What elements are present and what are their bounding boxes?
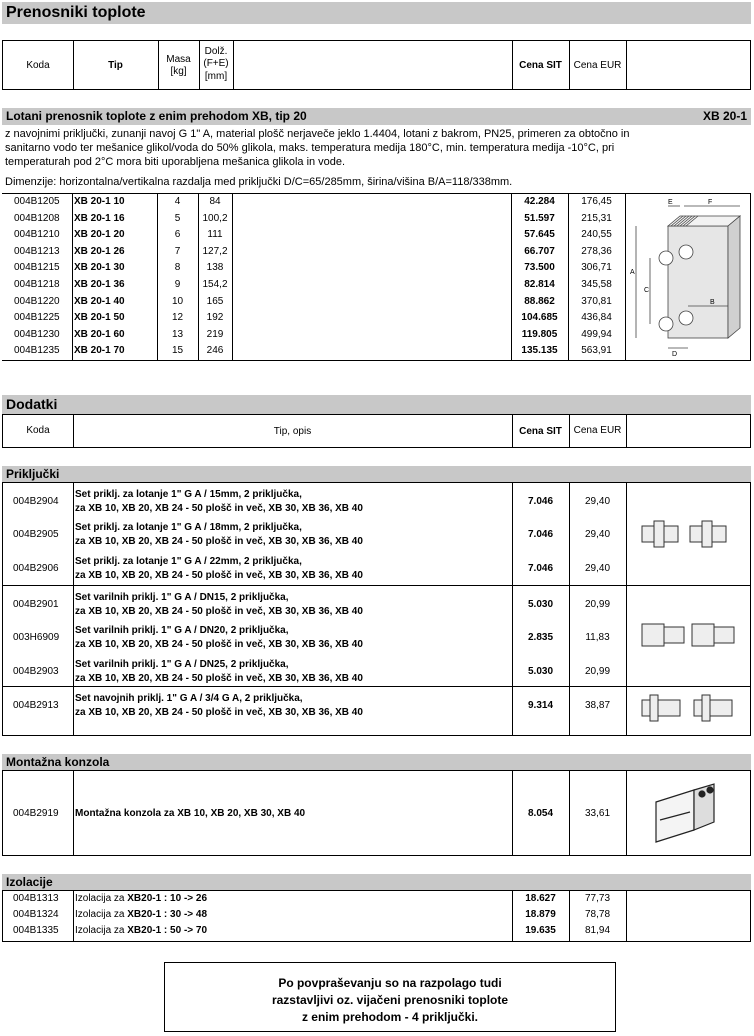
prikljucek-koda: 004B2913: [13, 700, 59, 711]
page-title: Prenosniki toplote: [6, 4, 146, 21]
prikljucki-table: [2, 482, 751, 736]
diagram-letter-d: D: [672, 351, 678, 358]
dodatki-header-cena-eur: Cena EUR: [573, 425, 622, 436]
prikljucek-koda: 004B2906: [13, 563, 59, 574]
xb20-row-dolz: 219: [206, 328, 224, 340]
prikljucek-cena-eur: 20,99: [584, 599, 611, 610]
izolacija-opis-pre: Izolacija za: [75, 925, 128, 936]
xb20-row-tip: XB 20-1 40: [74, 295, 125, 307]
prikljucek-opis-2: za XB 10, XB 20, XB 24 - 50 plošč in več, XB 30, XB 36, XB 40: [75, 707, 363, 718]
dodatki-header-koda: Koda: [26, 425, 50, 436]
konzola-opis: Montažna konzola za XB 10, XB 20, XB 30, XB 40: [75, 808, 306, 819]
xb20-row-cena-eur: 240,55: [581, 229, 612, 241]
konzola-cena-sit: 8.054: [527, 808, 554, 819]
izolacija-opis-range: XB20-1 : 30 -> 48: [127, 909, 208, 920]
konzola-koda: 004B2919: [13, 808, 59, 819]
izolacija-cena-sit: 19.635: [525, 925, 556, 936]
prikljucek-koda: 004B2905: [13, 529, 59, 540]
xb20-row-koda: 004B1218: [14, 279, 60, 290]
page-title-bar: [2, 2, 751, 24]
xb20-row-masa: 6: [174, 229, 181, 241]
xb20-row-cena-eur: 563,91: [581, 345, 612, 357]
xb20-row-tip: XB 20-1 16: [74, 212, 125, 224]
xb20-row-masa: 10: [171, 295, 184, 307]
section-xb20-desc-4: Dimenzije: horizontalna/vertikalna razdalja med priključki D/C=65/285mm, širina/višina B/A=118/338mm.: [5, 176, 513, 188]
izolacija-opis: [75, 893, 207, 905]
xb20-row-masa: 9: [174, 279, 181, 290]
prikljucek-cena-eur: 38,87: [584, 700, 611, 711]
xb20-row-tip: XB 20-1 10: [74, 196, 125, 207]
header-tip: Tip: [108, 60, 123, 71]
konzola-title: Montažna konzola: [6, 755, 110, 769]
diagram-letter-b: B: [710, 299, 715, 306]
prikljucek-koda: 003H6909: [13, 632, 60, 643]
xb20-row-cena-sit: 82.814: [524, 279, 555, 290]
prikljucek-cena-sit: 5.030: [527, 599, 554, 610]
header-masa: Masa: [166, 54, 191, 65]
prikljucek-cena-eur: 29,40: [584, 563, 611, 574]
note-line-3: z enim prehodom - 4 priključki.: [301, 1010, 479, 1024]
xb20-row-cena-eur: 370,81: [581, 295, 612, 307]
prikljucek-cena-eur: 11,83: [585, 632, 610, 643]
soldering-fitting-image: [640, 516, 740, 552]
xb20-row-dolz: 111: [207, 229, 223, 241]
note-box: [164, 962, 616, 1032]
dodatki-header-tip: Tip, opis: [273, 426, 312, 437]
diagram-letter-f: F: [708, 199, 713, 206]
section-xb20-desc-2: sanitarno vodo ter mešanice glikol/voda do 50% glikola, maks. temperatura medija 180°C, min. temperatura medija -10°C, pri: [5, 142, 615, 154]
xb20-row-koda: 004B1208: [14, 212, 60, 224]
izolacija-opis: [75, 909, 207, 921]
izolacija-opis: [75, 925, 207, 937]
prikljucek-opis-2: za XB 10, XB 20, XB 24 - 50 plošč in več, XB 30, XB 36, XB 40: [75, 673, 363, 684]
section-xb20-desc-1: z navojnimi priključki, zunanji navoj G 1" A, material plošč nerjaveče jeklo 1.4404, lotani z bakrom, PN25, primeren za obtočno in: [5, 128, 630, 140]
prikljucek-opis-2: za XB 10, XB 20, XB 24 - 50 plošč in več, XB 30, XB 36, XB 40: [75, 536, 363, 547]
xb20-row-masa: 15: [171, 345, 184, 357]
xb20-row-masa: 4: [174, 196, 181, 207]
header-dolz-fe: (F+E): [203, 58, 229, 69]
izolacija-opis-pre: Izolacija za: [75, 893, 128, 904]
prikljucek-opis-2: za XB 10, XB 20, XB 24 - 50 plošč in več, XB 30, XB 36, XB 40: [75, 639, 363, 650]
xb20-row-masa: 5: [174, 212, 181, 224]
xb20-row-koda: 004B1235: [14, 345, 60, 357]
izolacija-koda: 004B1335: [13, 925, 59, 936]
prikljucek-koda: 004B2904: [13, 496, 59, 507]
xb20-row-dolz: 84: [209, 196, 221, 207]
prikljucek-opis-1: Set navojnih priklj. 1" G A / 3/4 G A, 2 priključka,: [75, 693, 303, 704]
prikljucek-cena-sit: 7.046: [527, 496, 554, 507]
diagram-letter-a: A: [630, 269, 635, 276]
xb20-row-cena-eur: 278,36: [581, 245, 612, 257]
xb20-row-tip: XB 20-1 50: [74, 312, 125, 324]
konzola-cena-eur: 33,61: [584, 808, 611, 819]
xb20-row-masa: 13: [171, 328, 184, 340]
xb20-row-koda: 004B1230: [14, 328, 60, 340]
izolacije-title: Izolacije: [6, 875, 53, 889]
xb20-row-tip: XB 20-1 60: [74, 328, 125, 340]
prikljucek-cena-sit: 5.030: [527, 666, 554, 677]
prikljucek-opis-1: Set varilnih priklj. 1" G A / DN20, 2 priključka,: [75, 625, 289, 636]
xb20-row-dolz: 165: [206, 295, 224, 307]
xb20-row-dolz: 127,2: [202, 245, 228, 257]
threaded-fitting-image: [640, 692, 740, 724]
izolacija-cena-eur: 77,73: [584, 893, 611, 904]
xb20-row-koda: 004B1205: [14, 196, 60, 207]
prikljucek-opis-1: Set priklj. za lotanje 1" G A / 22mm, 2 priključka,: [75, 556, 302, 567]
xb20-row-masa: 7: [174, 245, 181, 257]
prikljucek-opis-1: Set varilnih priklj. 1" G A / DN15, 2 priključka,: [75, 592, 289, 603]
mounting-bracket-image: [650, 780, 720, 846]
prikljucek-opis-2: za XB 10, XB 20, XB 24 - 50 plošč in več, XB 30, XB 36, XB 40: [75, 570, 363, 581]
xb20-row-cena-sit: 135.135: [521, 345, 558, 357]
xb20-row-cena-sit: 104.685: [521, 312, 558, 324]
section-xb20-title: Lotani prenosnik toplote z enim prehodom XB, tip 20: [6, 109, 307, 123]
izolacija-koda: 004B1313: [13, 893, 59, 904]
header-masa-unit: [kg]: [170, 66, 187, 77]
xb20-row-koda: 004B1220: [14, 295, 60, 307]
izolacija-cena-eur: 81,94: [584, 925, 611, 936]
xb20-row-tip: XB 20-1 20: [74, 229, 125, 241]
xb20-row-cena-eur: 215,31: [581, 212, 612, 224]
izolacija-opis-range: XB20-1 : 50 -> 70: [127, 925, 208, 936]
xb20-row-koda: 004B1225: [14, 312, 60, 324]
xb20-row-masa: 8: [174, 262, 181, 274]
prikljucek-opis-1: Set priklj. za lotanje 1" G A / 15mm, 2 priključka,: [75, 489, 302, 500]
izolacija-cena-eur: 78,78: [584, 909, 611, 920]
xb20-row-koda: 004B1215: [14, 262, 60, 274]
xb20-row-dolz: 246: [206, 345, 224, 357]
xb20-row-cena-eur: 436,84: [581, 312, 612, 324]
xb20-row-cena-eur: 345,58: [581, 279, 612, 290]
xb20-row-cena-sit: 119.805: [521, 328, 558, 340]
prikljucek-koda: 004B2903: [13, 666, 59, 677]
prikljucek-opis-1: Set varilnih priklj. 1" G A / DN25, 2 priključka,: [75, 659, 289, 670]
xb20-row-dolz: 192: [206, 312, 224, 324]
prikljucek-opis-2: za XB 10, XB 20, XB 24 - 50 plošč in več, XB 30, XB 36, XB 40: [75, 606, 363, 617]
izolacija-opis-range: XB20-1 : 10 -> 26: [127, 893, 208, 904]
prikljucek-cena-sit: 7.046: [527, 563, 554, 574]
section-xb20-code: XB 20-1: [702, 109, 747, 123]
dodatki-bar: [2, 395, 751, 414]
izolacija-opis-pre: Izolacija za: [75, 909, 128, 920]
xb20-row-cena-eur: 499,94: [581, 328, 612, 340]
prikljucek-cena-eur: 29,40: [584, 496, 611, 507]
izolacije-bar: [2, 874, 751, 890]
xb20-row-tip: XB 20-1 70: [74, 345, 125, 357]
xb20-row-cena-eur: 176,45: [581, 196, 612, 207]
note-line-2: razstavljivi oz. vijačeni prenosniki toplote: [271, 993, 509, 1007]
xb20-row-tip: XB 20-1 26: [74, 245, 125, 257]
prikljucek-cena-sit: 2.835: [527, 632, 554, 643]
heat-exchanger-diagram: [628, 196, 746, 358]
xb20-row-tip: XB 20-1 30: [74, 262, 125, 274]
section-xb20-bar: [2, 108, 751, 125]
xb20-row-cena-sit: 88.862: [524, 295, 555, 307]
xb20-row-koda: 004B1210: [14, 229, 60, 241]
xb20-row-dolz: 154,2: [202, 279, 228, 290]
xb20-row-cena-sit: 57.645: [524, 229, 555, 241]
xb20-row-cena-sit: 66.707: [524, 245, 555, 257]
header-dolz: Dolž.: [204, 46, 228, 57]
xb20-row-cena-eur: 306,71: [581, 262, 612, 274]
prikljucki-bar: [2, 466, 751, 482]
header-cena-eur: Cena EUR: [573, 60, 622, 71]
prikljucek-cena-eur: 29,40: [584, 529, 611, 540]
prikljucek-cena-sit: 7.046: [527, 529, 554, 540]
konzola-table: [2, 770, 751, 856]
xb20-row-tip: XB 20-1 36: [74, 279, 125, 290]
izolacije-table: [2, 890, 751, 942]
prikljucek-opis-2: za XB 10, XB 20, XB 24 - 50 plošč in več, XB 30, XB 36, XB 40: [75, 503, 363, 514]
section-xb20-desc-3: temperaturah pod 2°C mora biti uporabljena mešanica glikola in vode.: [5, 156, 346, 168]
main-header: [2, 40, 751, 90]
izolacija-koda: 004B1324: [13, 909, 59, 920]
note-line-1: Po povpraševanju so na razpolago tudi: [278, 976, 502, 990]
prikljucek-opis-1: Set priklj. za lotanje 1" G A / 18mm, 2 priključka,: [75, 522, 302, 533]
xb20-row-koda: 004B1213: [14, 245, 60, 257]
dodatki-header-cena-sit: Cena SIT: [519, 426, 562, 437]
header-dolz-mm: [mm]: [204, 71, 228, 82]
xb20-row-masa: 12: [171, 312, 184, 324]
prikljucek-cena-sit: 9.314: [527, 700, 554, 711]
izolacija-cena-sit: 18.627: [525, 893, 556, 904]
diagram-letter-e: E: [668, 199, 673, 206]
diagram-letter-c: C: [644, 287, 650, 294]
header-koda: Koda: [26, 60, 50, 71]
prikljucek-koda: 004B2901: [13, 599, 59, 610]
welding-fitting-image: [640, 618, 740, 652]
prikljucek-cena-eur: 20,99: [584, 666, 611, 677]
xb20-row-cena-sit: 73.500: [524, 262, 555, 274]
xb20-row-cena-sit: 42.284: [524, 196, 555, 207]
izolacija-cena-sit: 18.879: [525, 909, 556, 920]
xb20-row-cena-sit: 51.597: [524, 212, 555, 224]
header-cena-sit: Cena SIT: [519, 60, 562, 71]
dodatki-title: Dodatki: [6, 396, 58, 412]
xb20-row-dolz: 100,2: [202, 212, 228, 224]
xb20-row-dolz: 138: [206, 262, 224, 274]
dodatki-header: [2, 414, 751, 448]
prikljucki-title: Priključki: [6, 467, 60, 481]
konzola-bar: [2, 754, 751, 770]
